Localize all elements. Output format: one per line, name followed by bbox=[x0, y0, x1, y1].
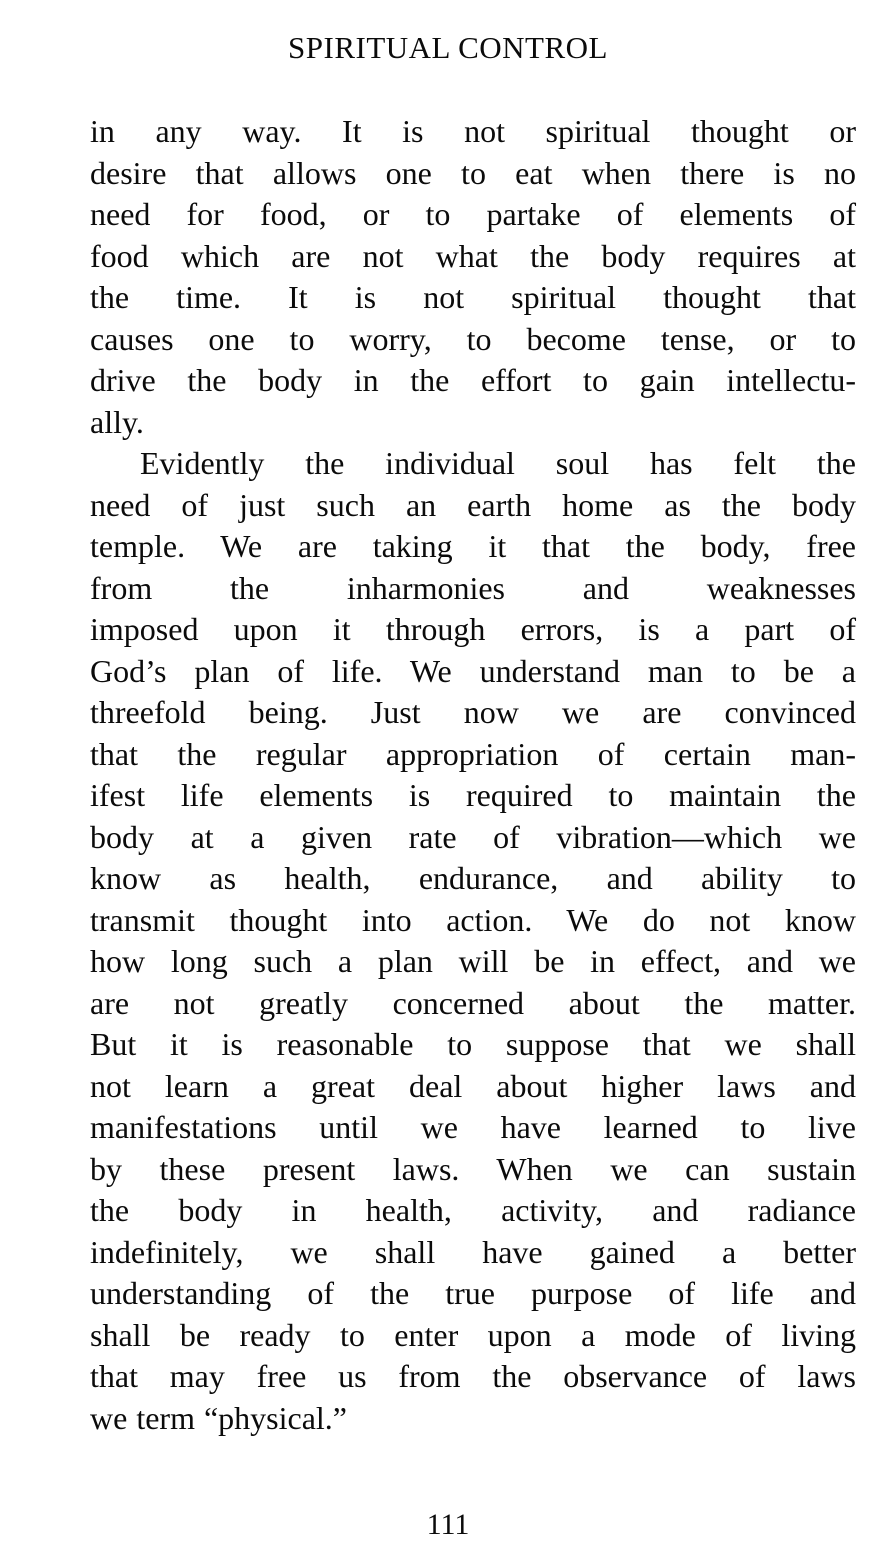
page-heading: SPIRITUAL CONTROL bbox=[288, 30, 608, 65]
text-line: But it is reasonable to suppose that we shall bbox=[90, 1026, 856, 1062]
text-line: food which are not what the body requires at bbox=[90, 237, 856, 274]
text-line: drive the body in the effort to gain intellectu- bbox=[90, 362, 856, 398]
text-line: are not greatly concerned about the matter. bbox=[90, 984, 856, 1021]
paragraph bbox=[90, 443, 856, 1439]
text-line: that may free us from the observance of laws bbox=[90, 1358, 856, 1394]
text-line: from the inharmonies and weaknesses bbox=[90, 569, 856, 606]
text-line: the body in health, activity, and radiance bbox=[90, 1192, 856, 1228]
text-line: the time. It is not spiritual thought that bbox=[90, 279, 856, 315]
paragraph bbox=[90, 111, 856, 443]
body-text bbox=[90, 111, 856, 1439]
text-line: indefinitely, we shall have gained a better bbox=[90, 1233, 856, 1270]
text-line: manifestations until we have learned to live bbox=[90, 1109, 856, 1145]
text-line: desire that allows one to eat when there is no bbox=[90, 154, 856, 191]
text-line: imposed upon it through errors, is a part of bbox=[90, 611, 856, 647]
text-line: threefold being. Just now we are convinced bbox=[90, 694, 856, 730]
text-line: ifest life elements is required to maintain the bbox=[90, 777, 856, 813]
text-line: God’s plan of life. We understand man to be a bbox=[90, 652, 856, 689]
text-line: we term “physical.” bbox=[90, 1399, 347, 1436]
text-line: need of just such an earth home as the body bbox=[90, 486, 856, 523]
text-line: by these present laws. When we can sustain bbox=[90, 1150, 856, 1187]
text-line: need for food, or to partake of elements of bbox=[90, 196, 856, 232]
text-line: understanding of the true purpose of life and bbox=[90, 1275, 856, 1311]
text-line: how long such a plan will be in effect, and we bbox=[90, 943, 856, 979]
page-number: 111 bbox=[426, 1508, 470, 1541]
text-line: know as health, endurance, and ability to bbox=[90, 860, 856, 896]
text-line: Evidently the individual soul has felt the bbox=[140, 445, 856, 481]
text-line: that the regular appropriation of certain man- bbox=[90, 735, 856, 772]
text-line: in any way. It is not spiritual thought or bbox=[90, 113, 856, 149]
text-line: body at a given rate of vibration—which we bbox=[90, 818, 856, 855]
text-line: ally. bbox=[90, 403, 144, 440]
text-line: causes one to worry, to become tense, or to bbox=[90, 320, 856, 357]
text-line: transmit thought into action. We do not know bbox=[90, 901, 856, 938]
text-line: shall be ready to enter upon a mode of living bbox=[90, 1316, 856, 1353]
text-line: not learn a great deal about higher laws and bbox=[90, 1067, 856, 1104]
text-line: temple. We are taking it that the body, free bbox=[90, 528, 856, 564]
